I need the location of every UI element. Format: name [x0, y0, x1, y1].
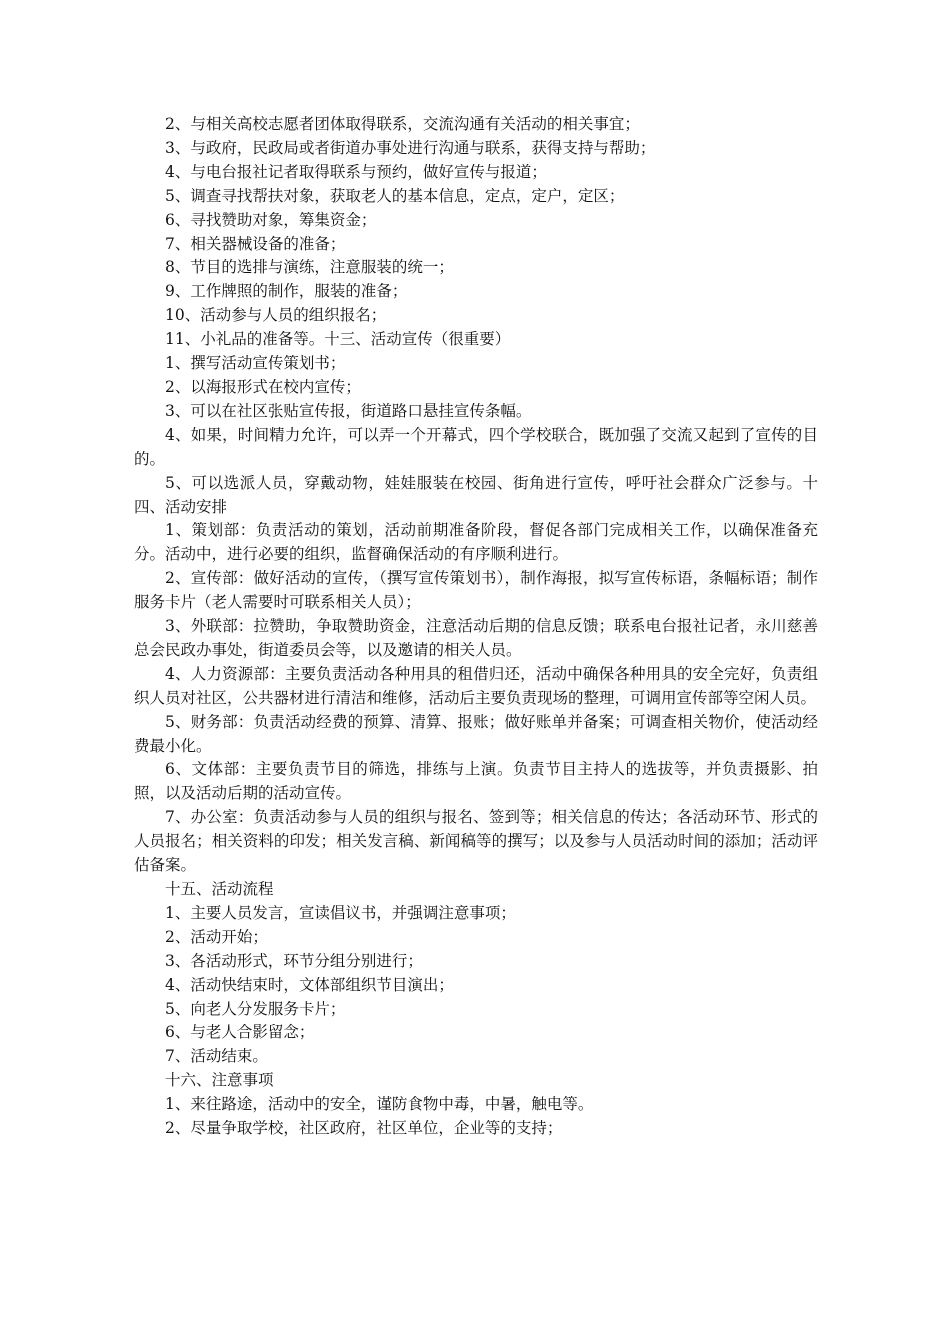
paragraph: 8、节目的选排与演练，注意服装的统一；	[165, 258, 454, 277]
paragraph: 6、寻找赞助对象，筹集资金；	[165, 210, 377, 229]
document-body	[134, 113, 818, 1141]
paragraph: 2、尽量争取学校，社区政府，社区单位，企业等的支持；	[165, 1119, 563, 1138]
paragraph: 5、财务部：负责活动经费的预算、清算、报账；做好账单并备案；可调查相关物价，使活动经费最小化。	[134, 712, 818, 755]
paragraph: 1、策划部：负责活动的策划，活动前期准备阶段，督促各部门完成相关工作，以确保准备充分。活动中，进行必要的组织，监督确保活动的有序顺利进行。	[134, 521, 818, 564]
paragraph: 1、来往路途，活动中的安全，谨防食物中毒，中暑，触电等。	[165, 1095, 594, 1114]
paragraph: 6、文体部：主要负责节目的筛选，排练与上演。负责节目主持人的选拔等，并负责摄影、拍照，以及活动后期的活动宣传。	[134, 760, 818, 803]
paragraph: 2、活动开始；	[165, 927, 268, 946]
paragraph: 3、可以在社区张贴宣传报，街道路口悬挂宣传条幅。	[165, 401, 532, 420]
paragraph: 7、办公室：负责活动参与人员的组织与报名、签到等；相关信息的传达；各活动环节、形式的人员报名；相关资料的印发；相关发言稿、新闻稿等的撰写；以及参与人员活动时间的添加；活动评估备案。	[134, 808, 818, 875]
paragraph: 7、相关器械设备的准备；	[165, 234, 346, 253]
paragraph: 4、活动快结束时，文体部组织节目演出；	[165, 975, 454, 994]
paragraph: 7、活动结束。	[165, 1047, 268, 1066]
paragraph: 5、可以选派人员，穿戴动物，娃娃服装在校园、街角进行宣传，呼吁社会群众广泛参与。十四、活动安排	[134, 473, 818, 516]
section-heading: 十六、注意事项	[165, 1071, 274, 1090]
paragraph: 3、与政府，民政局或者街道办事处进行沟通与联系，获得支持与帮助；	[165, 138, 656, 157]
paragraph: 9、工作牌照的制作，服装的准备；	[165, 282, 408, 301]
paragraph: 2、与相关高校志愿者团体取得联系，交流沟通有关活动的相关事宜；	[165, 115, 640, 133]
paragraph: 11、小礼品的准备等。十三、活动宣传（很重要）	[165, 330, 511, 349]
paragraph: 2、以海报形式在校内宣传；	[165, 377, 361, 396]
paragraph: 1、撰写活动宣传策划书；	[165, 354, 346, 373]
paragraph: 5、调查寻找帮扶对象，获取老人的基本信息，定点，定户，定区；	[165, 186, 625, 205]
paragraph: 4、人力资源部：主要负责活动各种用具的租借归还，活动中确保各种用具的安全完好，负责组织人员对社区，公共器材进行清洁和维修，活动后主要负责现场的整理，可调用宣传部等空闲人员。	[134, 664, 818, 707]
paragraph: 3、各活动形式，环节分组分别进行；	[165, 951, 423, 970]
paragraph: 4、与电台报社记者取得联系与预约，做好宣传与报道；	[165, 162, 547, 181]
paragraph: 5、向老人分发服务卡片；	[165, 999, 346, 1018]
paragraph: 2、宣传部：做好活动的宣传，（撰写宣传策划书），制作海报，拟写宣传标语，条幅标语；制作服务卡片（老人需要时可联系相关人员）；	[134, 569, 818, 612]
paragraph: 4、如果，时间精力允许，可以弄一个开幕式，四个学校联合，既加强了交流又起到了宣传的目的。	[134, 425, 818, 468]
section-heading: 十五、活动流程	[165, 880, 274, 898]
paragraph: 6、与老人合影留念；	[165, 1023, 315, 1042]
paragraph: 3、外联部：拉赞助，争取赞助资金，注意活动后期的信息反馈；联系电台报社记者，永川慈善总会民政办事处，街道委员会等，以及邀请的相关人员。	[134, 617, 818, 659]
paragraph: 1、主要人员发言，宣读倡议书，并强调注意事项；	[165, 903, 516, 922]
paragraph: 10、活动参与人员的组织报名；	[165, 306, 387, 325]
